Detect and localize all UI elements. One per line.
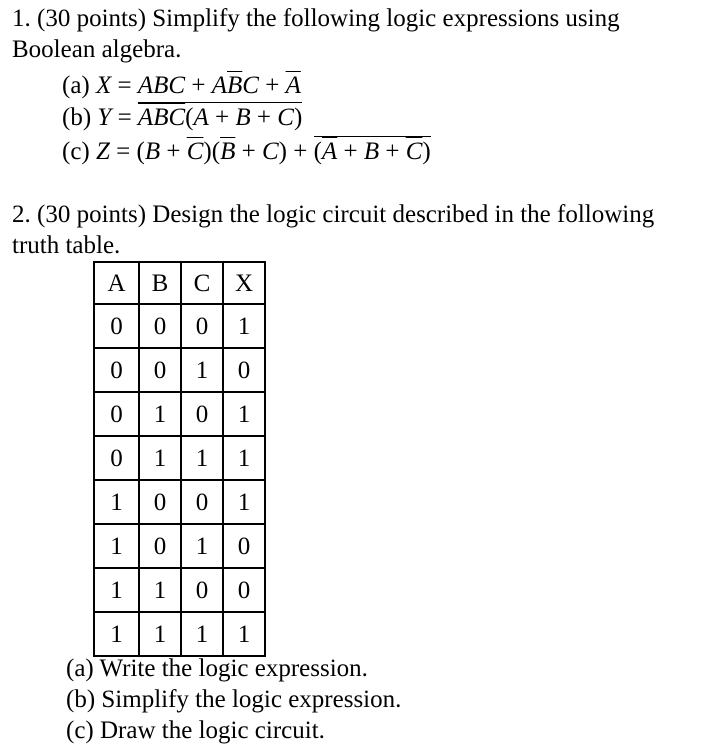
header-cell-x: X: [223, 262, 265, 304]
header-cell-b: B: [139, 262, 181, 304]
table-cell: 1: [181, 524, 223, 568]
q1-a-term3: $\overline{A}$: [285, 72, 301, 99]
q2-intro-line2: truth table.: [12, 232, 121, 259]
table-cell: 1: [223, 480, 265, 524]
table-cell: 0: [181, 304, 223, 348]
q2-part-c: (c) Draw the logic circuit.: [66, 717, 325, 744]
table-cell: 1: [139, 568, 181, 612]
table-cell: 0: [139, 480, 181, 524]
table-cell: 1: [94, 568, 139, 612]
table-row: [94, 480, 265, 524]
q1-a-plus1: +: [185, 72, 212, 99]
table-cell: 1: [181, 612, 223, 656]
table-cell: 0: [94, 304, 139, 348]
table-cell: 1: [139, 436, 181, 480]
truth-table-header-row: [94, 262, 265, 304]
q1-b-term1: $\overline{ABC}$: [137, 104, 186, 131]
q1-a-term2: $A\overline{B}C$: [211, 72, 259, 99]
table-cell: 0: [181, 480, 223, 524]
q1-c-term2: $(\overline{B} + C)$: [211, 138, 287, 165]
q1-c-plus: +: [286, 138, 314, 165]
table-row: [94, 348, 265, 392]
table-cell: 1: [223, 304, 265, 348]
q1-c-variable: Z: [96, 138, 110, 165]
table-cell: 1: [139, 612, 181, 656]
q1-a-plus2: +: [258, 72, 286, 99]
table-cell: 0: [223, 348, 265, 392]
table-cell: 1: [223, 612, 265, 656]
q2-intro-line1: 2. (30 points) Design the logic circuit described in the following: [12, 201, 655, 228]
q2-part-a: (a) Write the logic expression.: [66, 655, 368, 682]
q1-a-equals: =: [111, 72, 138, 99]
table-row: [94, 568, 265, 612]
q1-b-term2: (A + B + C): [185, 104, 303, 131]
table-cell: 0: [139, 524, 181, 568]
table-cell: 0: [139, 304, 181, 348]
q1-a-label: (a): [62, 72, 96, 99]
table-cell: 0: [181, 568, 223, 612]
table-cell: 1: [181, 436, 223, 480]
q1-a-term1: ABC: [137, 72, 186, 99]
table-row: [94, 524, 265, 568]
q1-a-variable: X: [96, 72, 112, 99]
table-cell: 1: [223, 436, 265, 480]
q1-c-equals: =: [109, 138, 137, 165]
q1-c-term1: $(B + \overline{C})$: [136, 138, 212, 165]
table-row: [94, 392, 265, 436]
q1-b-variable: Y: [97, 104, 112, 131]
table-cell: 0: [94, 348, 139, 392]
table-row: [94, 436, 265, 480]
table-cell: 1: [94, 524, 139, 568]
table-cell: 1: [94, 612, 139, 656]
q1-expression-b: [62, 102, 302, 133]
q1-expression-a: [62, 70, 301, 101]
table-cell: 0: [94, 436, 139, 480]
q1-c-label: (c): [62, 138, 96, 165]
table-cell: 0: [223, 524, 265, 568]
truth-table: [93, 261, 266, 657]
table-cell: 1: [139, 392, 181, 436]
table-cell: 1: [181, 348, 223, 392]
q1-expression-c: [62, 136, 431, 167]
table-cell: 0: [223, 568, 265, 612]
q2-part-b: (b) Simplify the logic expression.: [66, 686, 402, 713]
header-cell-a: A: [94, 262, 139, 304]
q1-intro-line2: Boolean algebra.: [12, 36, 182, 63]
table-cell: 0: [139, 348, 181, 392]
q1-b-overbar-group: [138, 102, 302, 131]
table-cell: 0: [181, 392, 223, 436]
q1-c-term3: $(\overline{A} + B + \overline{C})$: [313, 138, 431, 165]
q1-b-equals: =: [111, 104, 138, 131]
table-row: [94, 612, 265, 656]
q1-intro-line1: 1. (30 points) Simplify the following logic expressions using: [12, 5, 620, 32]
table-cell: 0: [94, 392, 139, 436]
table-cell: 1: [94, 480, 139, 524]
q1-b-label: (b): [62, 104, 98, 131]
table-cell: 1: [223, 392, 265, 436]
header-cell-c: C: [181, 262, 223, 304]
table-row: [94, 304, 265, 348]
